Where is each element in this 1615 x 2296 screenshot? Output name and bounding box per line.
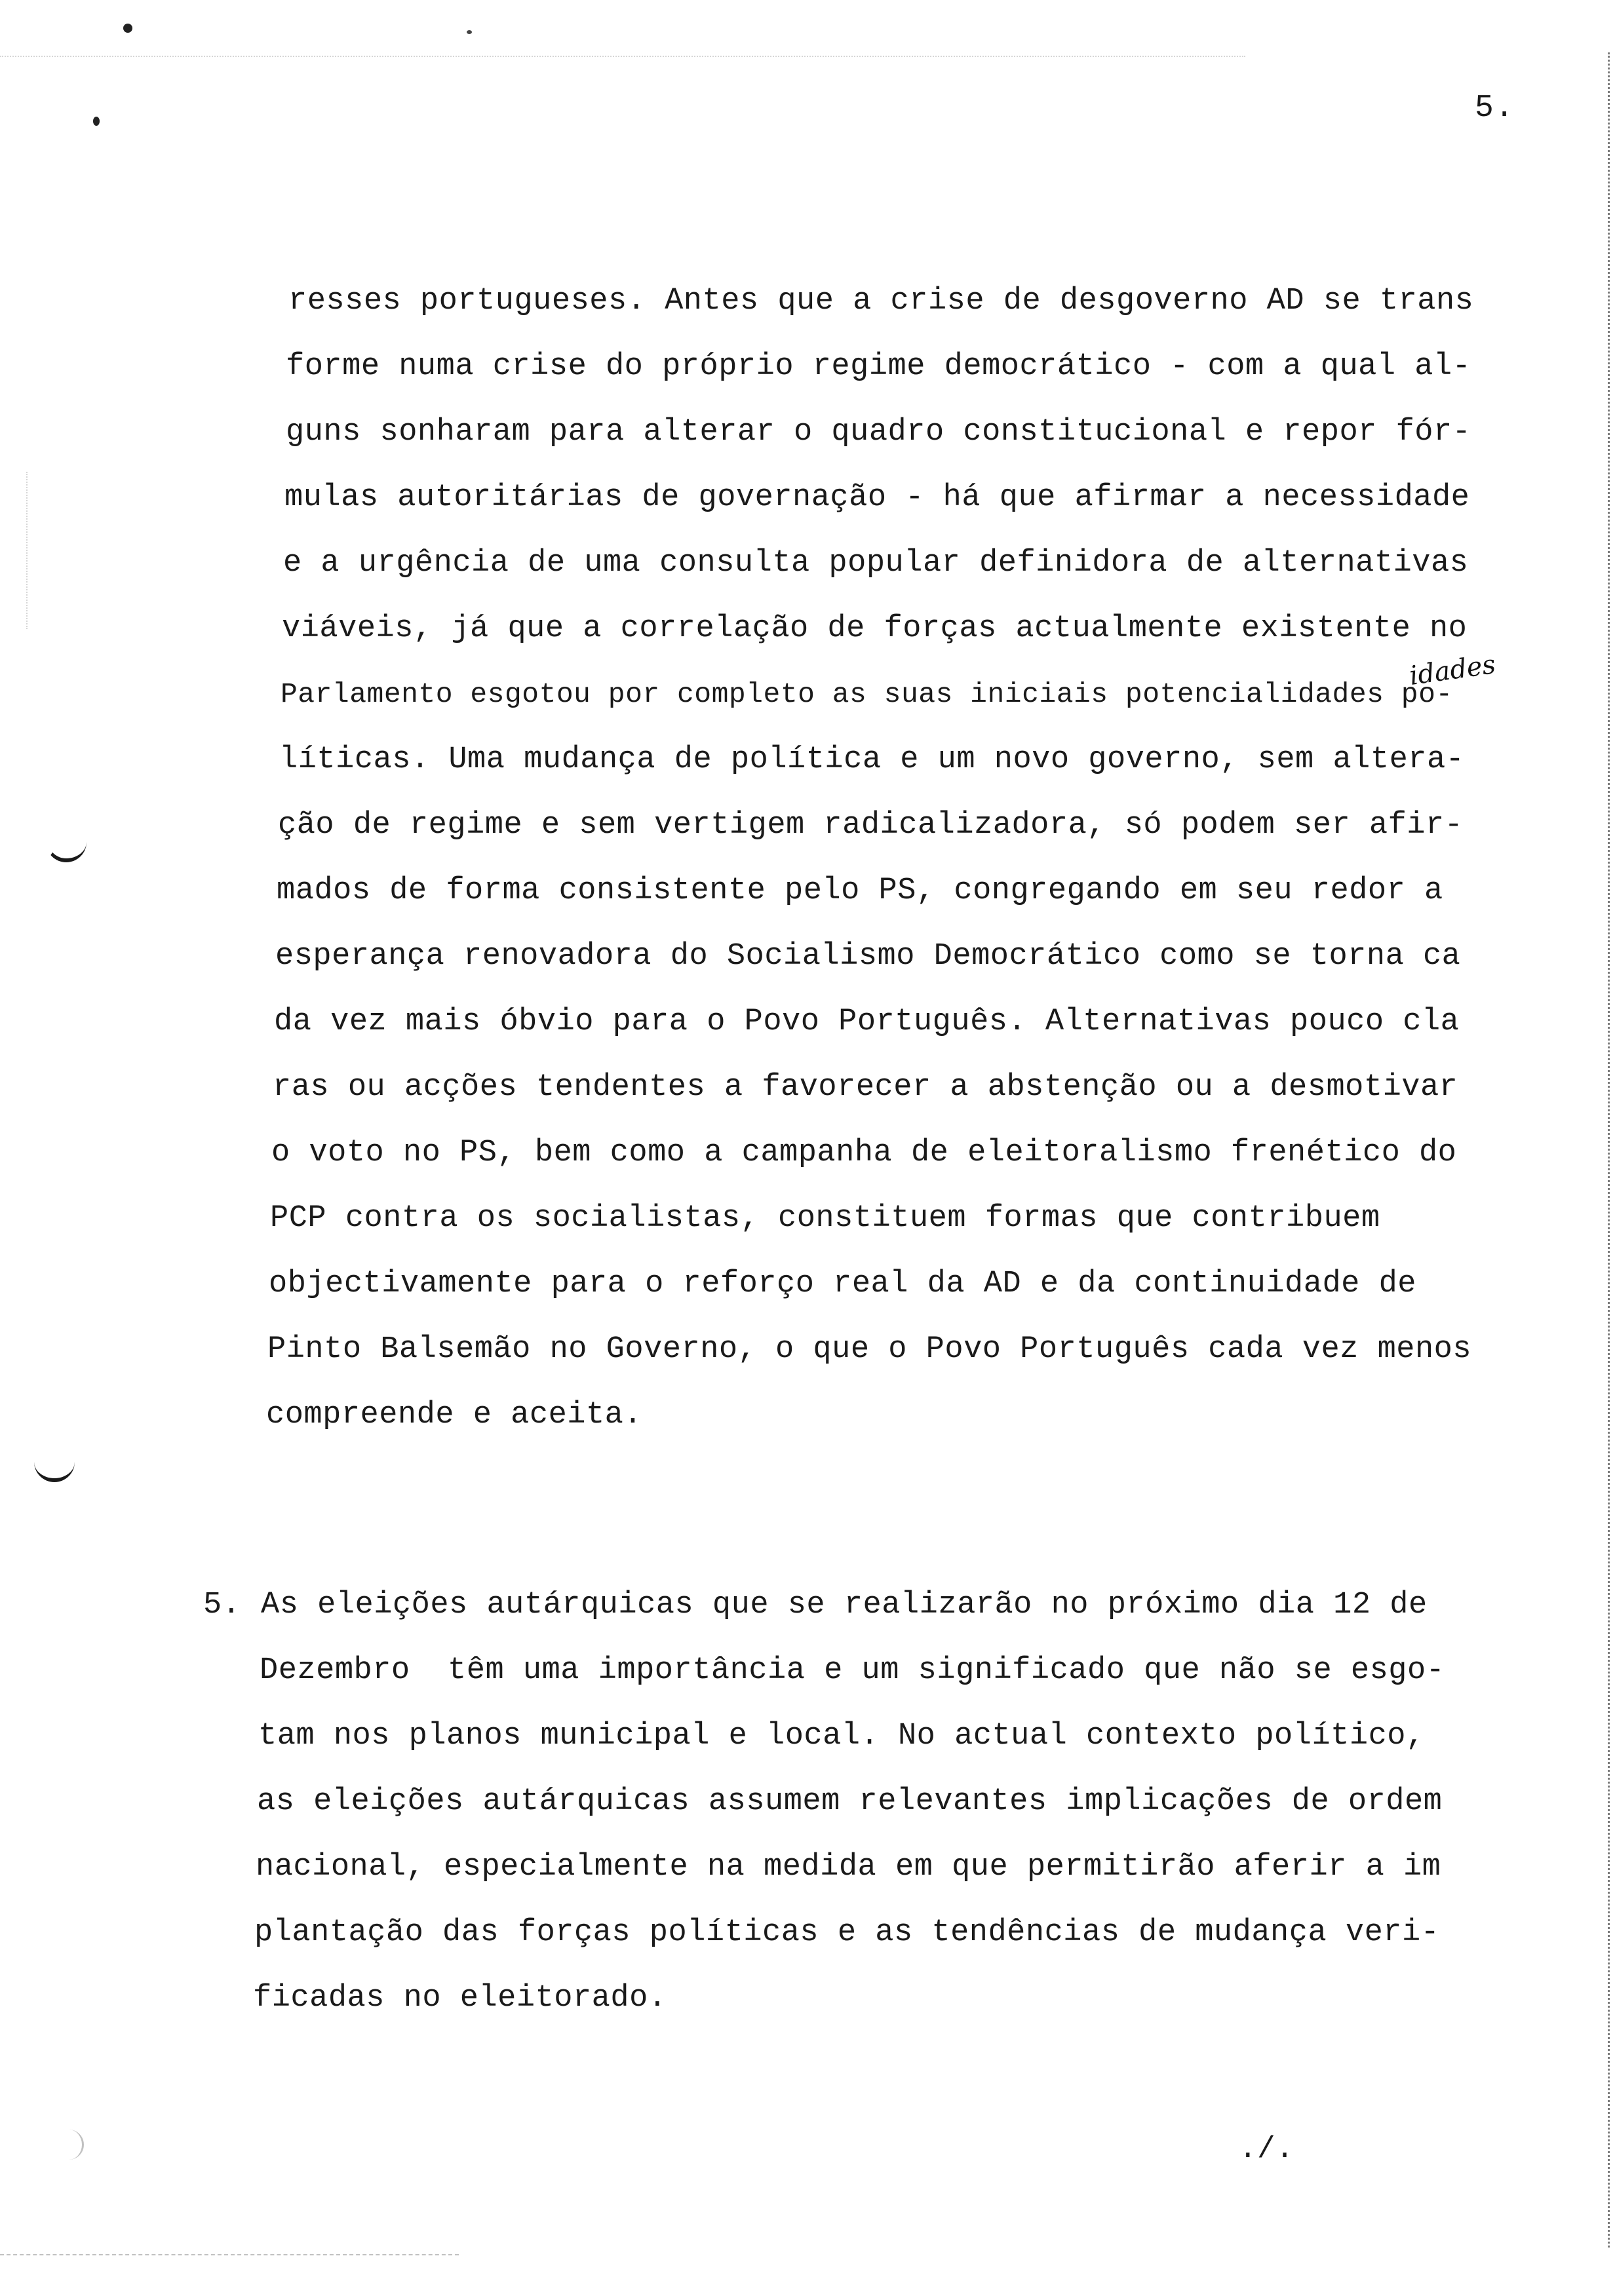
text-line: esperança renovadora do Socialismo Democrático como se torna ca xyxy=(275,939,1461,974)
text-line: mulas autoritárias de governação - há que afirmar a necessidade xyxy=(284,480,1470,515)
punch-hole-mark xyxy=(46,813,87,862)
text-line: tam nos planos municipal e local. No actual contexto político, xyxy=(258,1719,1425,1753)
text-line: o voto no PS, bem como a campanha de eleitoralismo frenético do xyxy=(271,1136,1457,1170)
text-line: forme numa crise do próprio regime democrático - com a qual al- xyxy=(286,349,1471,384)
handwritten-correction: idades xyxy=(1407,649,1498,691)
continuation-mark: ./. xyxy=(1239,2132,1294,2166)
section-number: 5. xyxy=(203,1588,241,1622)
page-number: 5. xyxy=(1475,90,1515,126)
scan-speck xyxy=(93,117,100,126)
text-line: As eleições autárquicas que se realizarão no próximo dia 12 de xyxy=(261,1588,1428,1622)
text-line: Pinto Balsemão no Governo, o que o Povo Português cada vez menos xyxy=(267,1332,1472,1367)
text-line: guns sonharam para alterar o quadro constitucional e repor fór- xyxy=(286,415,1471,450)
text-line: objectivamente para o reforço real da AD e da continuidade de xyxy=(269,1267,1416,1301)
scan-edge-right xyxy=(1608,52,1615,2248)
scan-edge-bottom xyxy=(0,2254,459,2255)
text-line: Parlamento esgotou por completo as suas iniciais potencialidades po- xyxy=(281,678,1453,710)
text-line: mados de forma consistente pelo PS, congregando em seu redor a xyxy=(277,873,1443,908)
scan-noise xyxy=(62,2130,84,2160)
text-line: resses portugueses. Antes que a crise de desgoverno AD se trans xyxy=(288,284,1474,318)
text-line: ras ou acções tendentes a favorecer a abstenção ou a desmotivar xyxy=(273,1070,1458,1105)
text-line: e a urgência de uma consulta popular definidora de alternativas xyxy=(283,546,1469,581)
text-line: viáveis, já que a correlação de forças actualmente existente no xyxy=(282,611,1468,646)
scan-speck xyxy=(467,30,472,34)
scan-edge-top xyxy=(0,56,1245,57)
text-line: líticas. Uma mudança de política e um novo governo, sem altera- xyxy=(279,742,1465,777)
scan-noise xyxy=(0,472,28,629)
text-line: PCP contra os socialistas, constituem formas que contribuem xyxy=(270,1201,1380,1236)
text-line: as eleições autárquicas assumem relevantes implicações de ordem xyxy=(257,1784,1443,1819)
text-line: ção de regime e sem vertigem radicalizadora, só podem ser afir- xyxy=(278,808,1464,843)
text-line: da vez mais óbvio para o Povo Português. Alternativas pouco cla xyxy=(274,1004,1460,1039)
text-line: compreende e aceita. xyxy=(266,1398,643,1432)
scan-speck xyxy=(123,24,132,33)
punch-hole-mark xyxy=(34,1428,75,1482)
text-line: ficadas no eleitorado. xyxy=(253,1981,667,2016)
text-line: plantação das forças políticas e as tendências de mudança veri- xyxy=(254,1915,1440,1950)
text-line: Dezembro têm uma importância e um significado que não se esgo- xyxy=(260,1653,1445,1688)
text-line: nacional, especialmente na medida em que permitirão aferir a im xyxy=(256,1850,1441,1885)
